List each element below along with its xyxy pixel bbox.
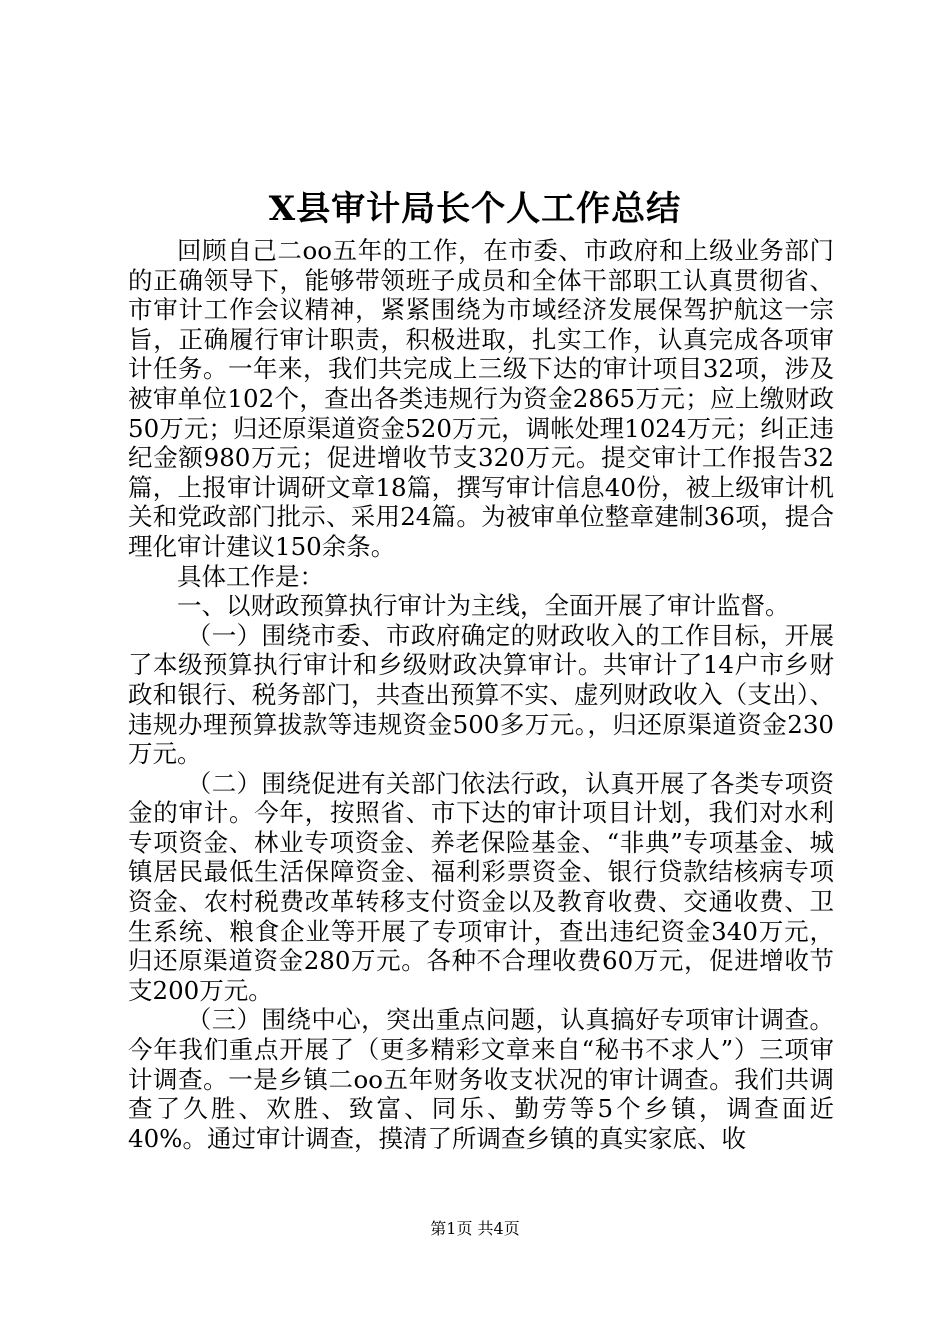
paragraph-specific-work: 具体工作是： — [177, 561, 324, 591]
paragraph-item-one: （一）围绕市委、市政府确定的财政收入的工作目标，开展了本级预算执行审计和乡级财政决算审计。共审计了14户市乡财政和银行、税务部门，共查出预算不实、虚列财政收入（支出）、违规办理预算拔款等违规资金500多万元。，归还原渠道资金230万元。 — [128, 620, 834, 769]
document-body — [128, 236, 834, 1153]
paragraph-section-one-heading: 一、以财政预算执行审计为主线，全面开展了审计监督。 — [177, 591, 790, 621]
page-footer: 第1页 共4页 — [430, 1219, 520, 1238]
paragraph-item-two: （二）围绕促进有关部门依法行政，认真开展了各类专项资金的审计。今年，按照省、市下达的审计项目计划，我们对水利专项资金、林业专项资金、养老保险基金、“非典”专项基金、城镇居民最低生活保障资金、福利彩票资金、银行贷款结核病专项资金、农村税费改革转移支付资金以及教育收费、交通收费、卫生系统、粮食企业等开展了专项审计，查出违纪资金340万元，归还原渠道资金280万元。各种不合理收费60万元，促进增收节支200万元。 — [128, 768, 834, 1005]
document-title: X县审计局长个人工作总结 — [268, 189, 682, 229]
paragraph-intro: 回顾自己二oo五年的工作，在市委、市政府和上级业务部门的正确领导下，能够带领班子成员和全体干部职工认真贯彻省、市审计工作会议精神，紧紧围绕为市域经济发展保驾护航这一宗旨，正确履行审计职责，积极进取，扎实工作，认真完成各项审计任务。一年来，我们共完成上三级下达的审计项目32项，涉及被审单位102个，查出各类违规行为资金2865万元；应上缴财政50万元；归还原渠道资金520万元，调帐处理1024万元；纠正违纪金额980万元；促进增收节支320万元。提交审计工作报告32篇，上报审计调研文章18篇，撰写审计信息40份，被上级审计机关和党政部门批示、采用24篇。为被审单位整章建制36项，提合理化审计建议150余条。 — [128, 236, 834, 561]
paragraph-item-three: （三）围绕中心，突出重点问题，认真搞好专项审计调查。今年我们重点开展了（更多精彩文章来自“秘书不求人”）三项审计调查。一是乡镇二oo五年财务收支状况的审计调查。我们共调查了久胜、欢胜、致富、同乐、勤劳等5个乡镇，调查面近40%。通过审计调查，摸清了所调查乡镇的真实家底、收 — [128, 1005, 834, 1153]
